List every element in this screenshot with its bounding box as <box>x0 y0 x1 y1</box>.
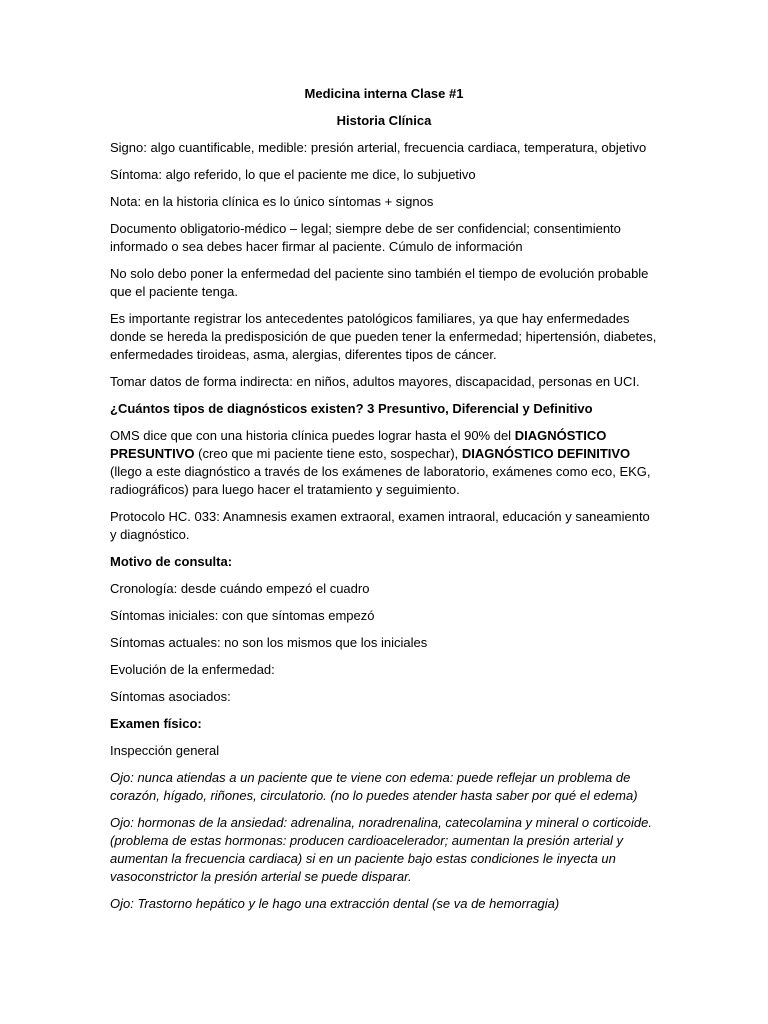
paragraph-oms <box>110 427 658 499</box>
paragraph-documento: Documento obligatorio-médico – legal; siempre debe de ser confidencial; consentimiento informado o sea debes hacer firmar al paciente. Cúmulo de información <box>110 221 621 254</box>
paragraph-antecedentes: Es importante registrar los antecedentes patológicos familiares, ya que hay enfermedades donde se hereda la predisposición de que pueden tener la enfermedad; hipertensión, diabetes, enfermedades tiroideas, asma, alergias, diferentes tipos de cáncer. <box>110 311 657 362</box>
paragraph-evolucion-enfermedad: Evolución de la enfermedad: <box>110 662 275 677</box>
paragraph-evolucion-probable: No solo debo poner la enfermedad del paciente sino también el tiempo de evolución probable que el paciente tenga. <box>110 266 649 299</box>
note-hormonas: Ojo: hormonas de la ansiedad: adrenalina, noradrenalina, catecolamina y mineral o corticoide. (problema de estas hormonas: producen cardioacelerador; aumentan la presión arterial y aumentan la frecuencia cardiaca) si en un paciente bajo estas condiciones le inyecta un vasoconstrictor la presión arterial se puede disparar. <box>110 815 652 884</box>
paragraph-nota: Nota: en la historia clínica es lo único síntomas + signos <box>110 194 434 209</box>
note-edema: Ojo: nunca atiendas a un paciente que te viene con edema: puede reflejar un problema de corazón, hígado, riñones, circulatorio. (no lo puedes atender hasta saber por qué el edema) <box>110 770 638 803</box>
paragraph-sintomas-actuales: Síntomas actuales: no son los mismos que los iniciales <box>110 635 428 650</box>
paragraph-inspeccion-general: Inspección general <box>110 743 220 758</box>
heading-examen-fisico: Examen físico: <box>110 716 202 731</box>
note-trastorno-hepatico: Ojo: Trastorno hepático y le hago una extracción dental (se va de hemorragia) <box>110 896 560 911</box>
paragraph-signo: Signo: algo cuantificable, medible: presión arterial, frecuencia cardiaca, temperatura, objetivo <box>110 140 647 155</box>
paragraph-sintomas-asociados: Síntomas asociados: <box>110 689 231 704</box>
document-body <box>110 85 658 922</box>
paragraph-protocolo: Protocolo HC. 033: Anamnesis examen extraoral, examen intraoral, educación y saneamiento y diagnóstico. <box>110 509 650 542</box>
paragraph-cronologia: Cronología: desde cuándo empezó el cuadro <box>110 581 370 596</box>
paragraph-datos-indirectos: Tomar datos de forma indirecta: en niños, adultos mayores, discapacidad, personas en UCI. <box>110 374 640 389</box>
heading-motivo-consulta: Motivo de consulta: <box>110 554 233 569</box>
oms-text-1: OMS dice que con una historia clínica puedes lograr hasta el 90% del <box>110 428 515 443</box>
diagnostico-presuntivo-label: DIAGNÓSTICO PRESUNTIVO <box>110 428 607 461</box>
diagnostico-definitivo-label: DIAGNÓSTICO DEFINITIVO <box>461 446 631 461</box>
document-subtitle: Historia Clínica <box>336 113 432 128</box>
oms-text-3: (llego a este diagnóstico a través de los exámenes de laboratorio, exámenes como eco, EKG, radiográficos) para luego hacer el tratamiento y seguimiento. <box>110 464 651 497</box>
document-title: Medicina interna Clase #1 <box>304 86 464 101</box>
oms-text-2: (creo que mi paciente tiene esto, sospechar), <box>194 446 462 461</box>
paragraph-sintomas-iniciales: Síntomas iniciales: con que síntomas empezó <box>110 608 375 623</box>
heading-tipos-diagnostico: ¿Cuántos tipos de diagnósticos existen? 3 Presuntivo, Diferencial y Definitivo <box>110 401 593 416</box>
paragraph-sintoma: Síntoma: algo referido, lo que el paciente me dice, lo subjuetivo <box>110 167 476 182</box>
